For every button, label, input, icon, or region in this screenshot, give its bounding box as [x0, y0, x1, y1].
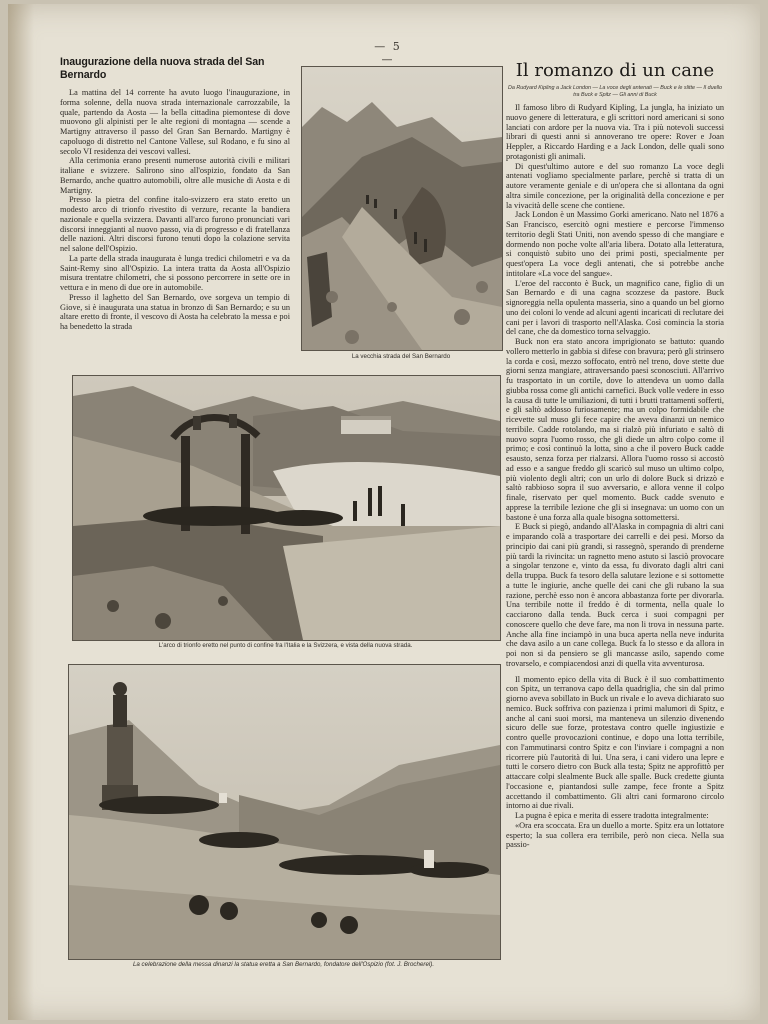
right-article-paragraph: Il famoso libro di Rudyard Kipling, La jungla, ha iniziato un nuovo genere di letteratura, e gli scrittori nord americani si sono lanciati con ardore per la nuova via. Tra i più notevoli successi librari di questi anni si annoverano tre opere: Rover e Joan Heppler, a Riccardo Harding e a Jack London, delle quali sono protagonisti gli animali.	[506, 103, 724, 161]
page-number: — 5 —	[374, 40, 402, 66]
left-article-paragraph: La mattina del 14 corrente ha avuto luogo l'inaugurazione, in forma solenne, della nuova strada internazionale carrozzabile, la quale, partendo da Aosta — la bella cittadina piemontese di dove muovono gli alpinisti per le alte regioni di montagna — scende a Martigny attraverso il passo del Gran San Bernardo. Martigny è capoluogo di distretto nel Cantone Vallese, sul Rodano, e fu sino al secolo VI residenza dei vescovi vallesi.	[60, 88, 290, 156]
right-article-paragraph: «Ora era scoccata. Era un duello a morte. Spitz era un lottatore esperto; la sua collera era terribile, però non cieca. Nella sua passio-	[506, 820, 724, 850]
right-article-subtitle: Da Rudyard Kipling a Jack London — La voce degli antenati — Buck e le slitte — Il duello tra Buck e Spitz — Gli anni di Buck	[508, 85, 722, 98]
right-article-paragraph: La pugna è epica e merita di essere tradotta integralmente:	[515, 811, 709, 820]
right-article-paragraph: Il momento epico della vita di Buck è il suo combattimento con Spitz, un terranova capo della quadriglia, che sin dal primo giorno aveva sobillato in Buck un rivale e lo aveva dichiarato suo nemico. Buck soffriva con pazienza i primi malumori di Spitz, e anche al cani suoi morsi, ma manteneva un silenzio divenendo sicuro delle sue forze, protestava contro quelle ingiustizie e contro quelle provocazioni continue, e dopo una lotta terribile, con l'ammutinarsi contro Spitz e con l'inviare i compagni a non ricorrere più l'autorità di lui. Una sera, i cani videro una lepre e tutti le corsero dietro con Buck alla testa; Spitz ne approfittò per attaccare colpi slealmente Buck alle spalle. Buck credette giunta l'occasione e, piantandosi sulle zampe, fece fronte a Spitz accettando il combattimento. Gli altri cani formarono circolo intorno ai due rivali.	[506, 674, 724, 811]
photo-old-road	[301, 66, 503, 351]
right-article-paragraph: Di quest'ultimo autore e del suo romanzo La voce degli antenati vogliamo specialmente parlare, perchè si tratta di un autore veramente geniale e di un'opera che si allontana da ogni altra simile concezione, per la originalità della concezione e per la vivacità delle scene che contiene.	[506, 161, 724, 210]
left-article-paragraph: Presso il laghetto del San Bernardo, ove sorgeva un tempio di Giove, si è inaugurata una statua in bronzo di San Bernardo; e su un altare eretto di fronte, il vescovo di Aosta ha celebrato la messa e poi ha benedetto la strada	[60, 292, 290, 331]
photo-triumphal-arch	[72, 375, 501, 641]
newspaper-page	[8, 4, 760, 1020]
right-article-paragraph: E Buck si piegò, andando all'Alaska in compagnia di altri cani e imparando colà a trasportare dei carrelli e dei pesi. Morso da principio dai cani più grandi, si rassegnò, sperando di prenderne più tardi la rivincita: un ragnetto meno astuto si lasciò provocare a singolar tenzone e, vinto da essa, fu divorato dagli altri cani della truppa. Buck fa tesoro della salutare lezione e si sottomette a tutte le ingiurie, anche quelle dei cani che gli rubano la sua razione, perchè esso non è ancora abbastanza forte per divorarla. Una terribile notte il freddo è di tormenta, nella quale lo cacciarono dalla tenda. Buck cerca i suoi compagni per conoscere quello che deve fare, ma non li trova in nessuna parte. Anche alla fine inciampò in una buca aperta nella neve indurita che dava asilo a un cane collega. Buck fa lo stesso e da allora in poi non si da pensiero se gli mancasse asilo, sapendo come trovarselo, e compiacendosi anzi di quella vita avventurosa.	[506, 522, 724, 668]
photo-old-road-caption: La vecchia strada del San Bernardo	[351, 353, 451, 360]
photo-statue-mass-image	[69, 665, 500, 959]
photo-triumphal-arch-caption: L'arco di trionfo eretto nel punto di confine fra l'Italia e la Svizzera, e vista della nuova strada.	[158, 642, 413, 649]
right-article-paragraph: L'eroe del racconto è Buck, un magnifico cane, figlio di un San Bernardo e di una cagna scozzese da pastore. Buck signoreggia nella opulenta masseria, sino a quando un bel giorno uno dei coloni lo vende ad alcuni agenti incaricati di reclutare dei cani per i lavori di trasporto nell'Alaska. Così comincia la storia del cane, che da domestico torna selvaggio.	[506, 278, 724, 337]
right-article-title: Il romanzo di un cane	[515, 60, 715, 81]
photo-old-road-image	[302, 67, 502, 350]
right-article-paragraph: Jack London è un Massimo Gorki americano. Nato nel 1876 a San Francisco, esercitò ogni mestiere e percorse l'immenso territorio degli Stati Uniti, non avendo spesso di che mangiare e dormendo non poche volte all'aria libera. Dotato alla letteratura, si conquistò subito uno dei primi posti, specialmente per quest'opera La voce degli antenati, che si potrebbe anche intitolare «La voce del sangue».	[506, 210, 724, 278]
photo-triumphal-arch-image	[73, 376, 500, 640]
left-article	[60, 56, 290, 362]
right-article	[506, 60, 724, 1010]
left-article-paragraph: Presso la pietra del confine italo-svizzero era stato eretto un modesto arco di trionfo rivestito di verzure, recante la bandiera nazionale e quella svizzera. Davanti all'arco furono pronunciati vari discorsi inneggianti al nuovo passo, via di progresso e di fratellanza delle nazioni. Altri discorsi furono tenuti dopo la colazione servita nel salone dell'Ospizio.	[60, 195, 290, 253]
right-article-paragraph: Buck non era stato ancora imprigionato se battuto: quando vollero metterlo in gabbia si difese con bravura; però gli strinsero la corda e così, mezzo soffocato, entrò nel treno, dove stette due giorni senza mangiare, attraversando paesi sconosciuti. All'arrivo fu trasportato in un cortile, dove lo attendeva un uomo dalla giubba rossa come gli antichi carnefici. Buck volle vedere in esso la causa di tutte le umiliazioni, di tutti i brutti trattamenti sofferti, e gli saltò addosso furiosamente; ma un colpo formidabile che ricevette sul muso gli fece capire che aveva dinanzi un nemico terribile. Cadde rotolando, ma si rialzò più infuriato e saltò di nuovo sopra l'uomo rosso, che gli diede un altro colpo come il primo; e così continuò la lotta, sino a che il povero Buck cadde esausto, senza forza per rialzarsi. Allora l'uomo rosso si accostò ad esso e a sangue freddo gli scaricò sul muso un ultimo colpo, più violento degli altri; con un urlo di dolore Buck si drizzò e saltò rabbioso sopra il suo avversario, e allora venne il colpo finale, riservato per quel momento. Buck cadde svenuto e apprese la terribile lezione che gli si insegnava: un uomo con un bastone è una forza alla quale bisogna sottomettersi.	[506, 337, 724, 522]
photo-statue-mass	[68, 664, 501, 960]
left-article-headline: Inaugurazione della nuova strada del San Bernardo	[60, 56, 265, 81]
left-article-paragraph: Alla cerimonia erano presenti numerose autorità civili e militari italiane e svizzere. Salirono sino all'ospizio, fondato da San Bernardo, anche quattro automobili, oltre alle musiche di Aosta e di Martigny.	[60, 156, 290, 195]
photo-statue-mass-caption: La celebrazione della messa dinanzi la statua eretta a San Bernardo, fondatore dell'Ospizio (fot. J. Brocherel).	[132, 961, 435, 968]
page-fold-shadow	[8, 4, 34, 1020]
left-article-paragraph: La parte della strada inaugurata è lunga tredici chilometri e va da Saint-Remy sino all'Ospizio. La intera tratta da Aosta all'Ospizio misura trentatre chilometri, che si possono percorrere in sette ore in vettura e in meno di due ore in automobile.	[60, 253, 290, 292]
